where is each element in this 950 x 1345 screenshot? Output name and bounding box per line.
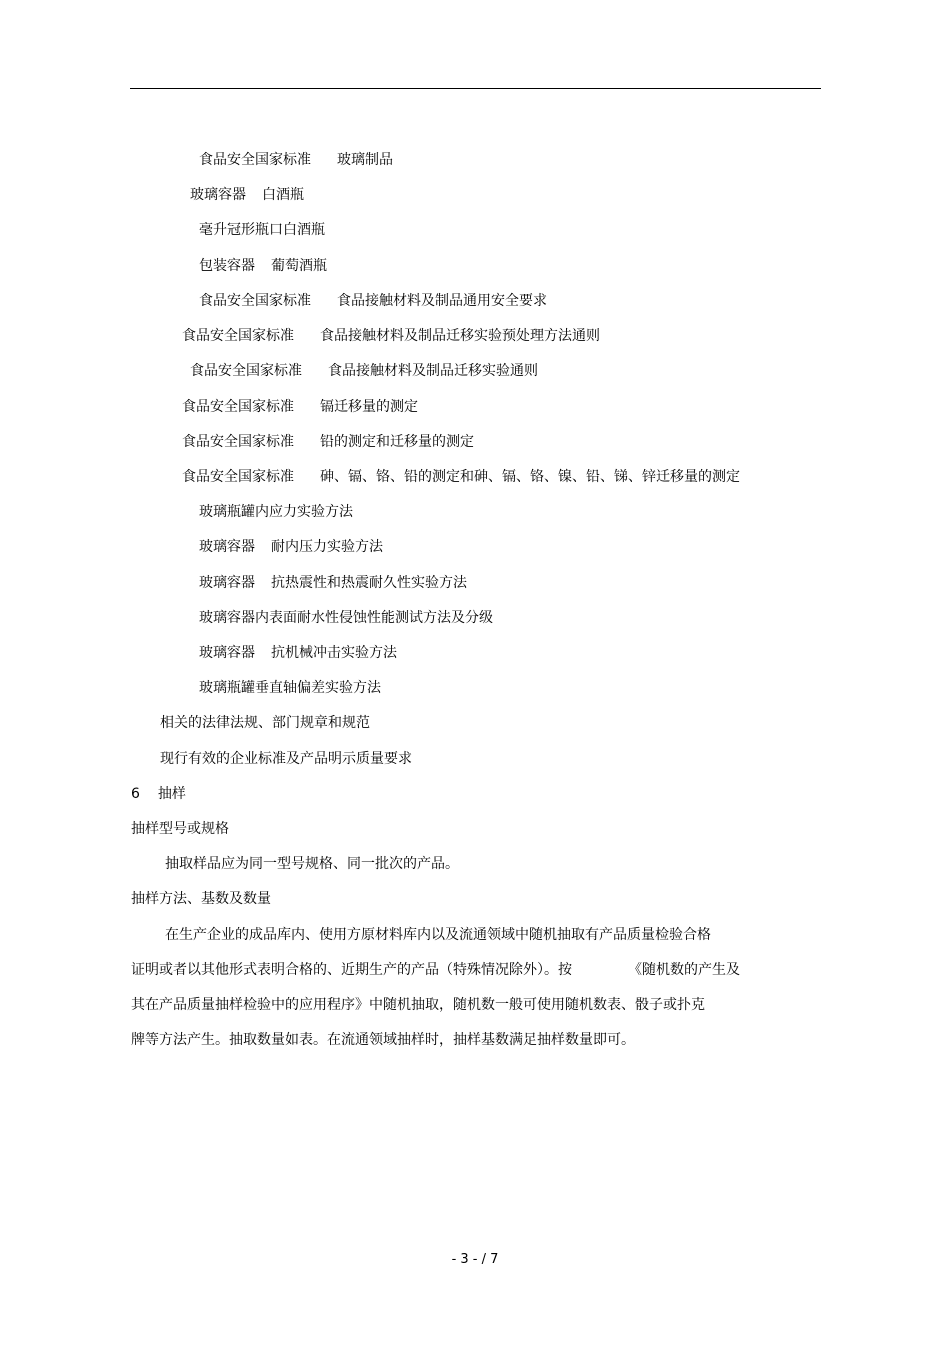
standard-item: [199, 292, 547, 310]
standard-item: [199, 221, 325, 239]
standard-prefix: 玻璃瓶罐内应力实验方法: [199, 504, 353, 520]
standard-title: 铅的测定和迁移量的测定: [320, 434, 474, 450]
standard-prefix: 食品安全国家标准: [199, 152, 311, 168]
section-number: 6: [131, 786, 140, 802]
paragraph-line: 抽取样品应为同一型号规格、同一批次的产品。: [165, 856, 459, 872]
paragraph-line: 其在产品质量抽样检验中的应用程序》中随机抽取，随机数一般可使用随机数表、骰子或扑克: [131, 997, 705, 1013]
standard-item: [182, 433, 474, 451]
standard-title: 葡萄酒瓶: [271, 258, 327, 274]
standard-item: [199, 644, 397, 662]
standard-prefix: 食品安全国家标准: [199, 293, 311, 309]
standard-title: 耐内压力实验方法: [271, 539, 383, 555]
standard-item: [199, 574, 467, 592]
subsection-heading: 抽样方法、基数及数量: [131, 891, 271, 907]
standard-title: 玻璃制品: [337, 152, 393, 168]
standard-item: [199, 609, 493, 627]
standard-prefix: 玻璃容器内表面耐水性侵蚀性能测试方法及分级: [199, 610, 493, 626]
standard-prefix: 食品安全国家标准: [182, 469, 294, 485]
paragraph-fragment: 《随机数的产生及: [628, 962, 740, 978]
standard-prefix: 毫升冠形瓶口白酒瓶: [199, 222, 325, 238]
standard-prefix: 玻璃瓶罐垂直轴偏差实验方法: [199, 680, 381, 696]
section-title: 抽样: [157, 786, 186, 802]
standard-item: [182, 327, 600, 345]
standard-item: [199, 503, 353, 521]
page-number: - 3 - / 7: [451, 1252, 499, 1267]
standard-item: [182, 398, 418, 416]
standard-title: 抗热震性和热震耐久性实验方法: [271, 575, 467, 591]
standard-title: 食品接触材料及制品通用安全要求: [337, 293, 547, 309]
standard-title: 抗机械冲击实验方法: [271, 645, 397, 661]
standard-title: 食品接触材料及制品迁移实验通则: [328, 363, 538, 379]
header-rule: [130, 88, 821, 89]
paragraph-line: 在生产企业的成品库内、使用方原材料库内以及流通领域中随机抽取有产品质量检验合格: [165, 927, 711, 943]
standard-prefix: 玻璃容器: [190, 187, 246, 203]
subsection-heading: 抽样型号或规格: [131, 821, 229, 837]
standard-title: 食品接触材料及制品迁移实验预处理方法通则: [320, 328, 600, 344]
paragraph-line: 牌等方法产生。抽取数量如表。在流通领域抽样时，抽样基数满足抽样数量即可。: [131, 1032, 635, 1048]
standard-prefix: 玻璃容器: [199, 645, 255, 661]
paragraph-fragment: 证明或者以其他形式表明合格的、近期生产的产品（特殊情况除外）。按: [131, 962, 572, 978]
standard-prefix: 食品安全国家标准: [182, 399, 294, 415]
standard-prefix: 食品安全国家标准: [182, 434, 294, 450]
standard-prefix: 包装容器: [199, 258, 255, 274]
standard-prefix: 玻璃容器: [199, 539, 255, 555]
standard-prefix: 食品安全国家标准: [182, 328, 294, 344]
standard-title: 镉迁移量的测定: [320, 399, 418, 415]
standard-prefix: 玻璃容器: [199, 575, 255, 591]
standard-item: [199, 679, 381, 697]
standard-item: [199, 538, 383, 556]
standard-title: 白酒瓶: [262, 187, 304, 203]
standard-item: [190, 362, 538, 380]
regulations-line: 相关的法律法规、部门规章和规范: [160, 715, 370, 731]
standard-item: [190, 186, 304, 204]
standard-item: [199, 151, 393, 169]
standard-title: 砷、镉、铬、铅的测定和砷、镉、铬、镍、铅、锑、锌迁移量的测定: [320, 469, 740, 485]
standard-item: [182, 468, 740, 486]
section-heading: [131, 785, 186, 803]
standard-prefix: 食品安全国家标准: [190, 363, 302, 379]
enterprise-standards-line: 现行有效的企业标准及产品明示质量要求: [160, 751, 412, 767]
paragraph-line: [131, 961, 740, 979]
standard-item: [199, 257, 327, 275]
